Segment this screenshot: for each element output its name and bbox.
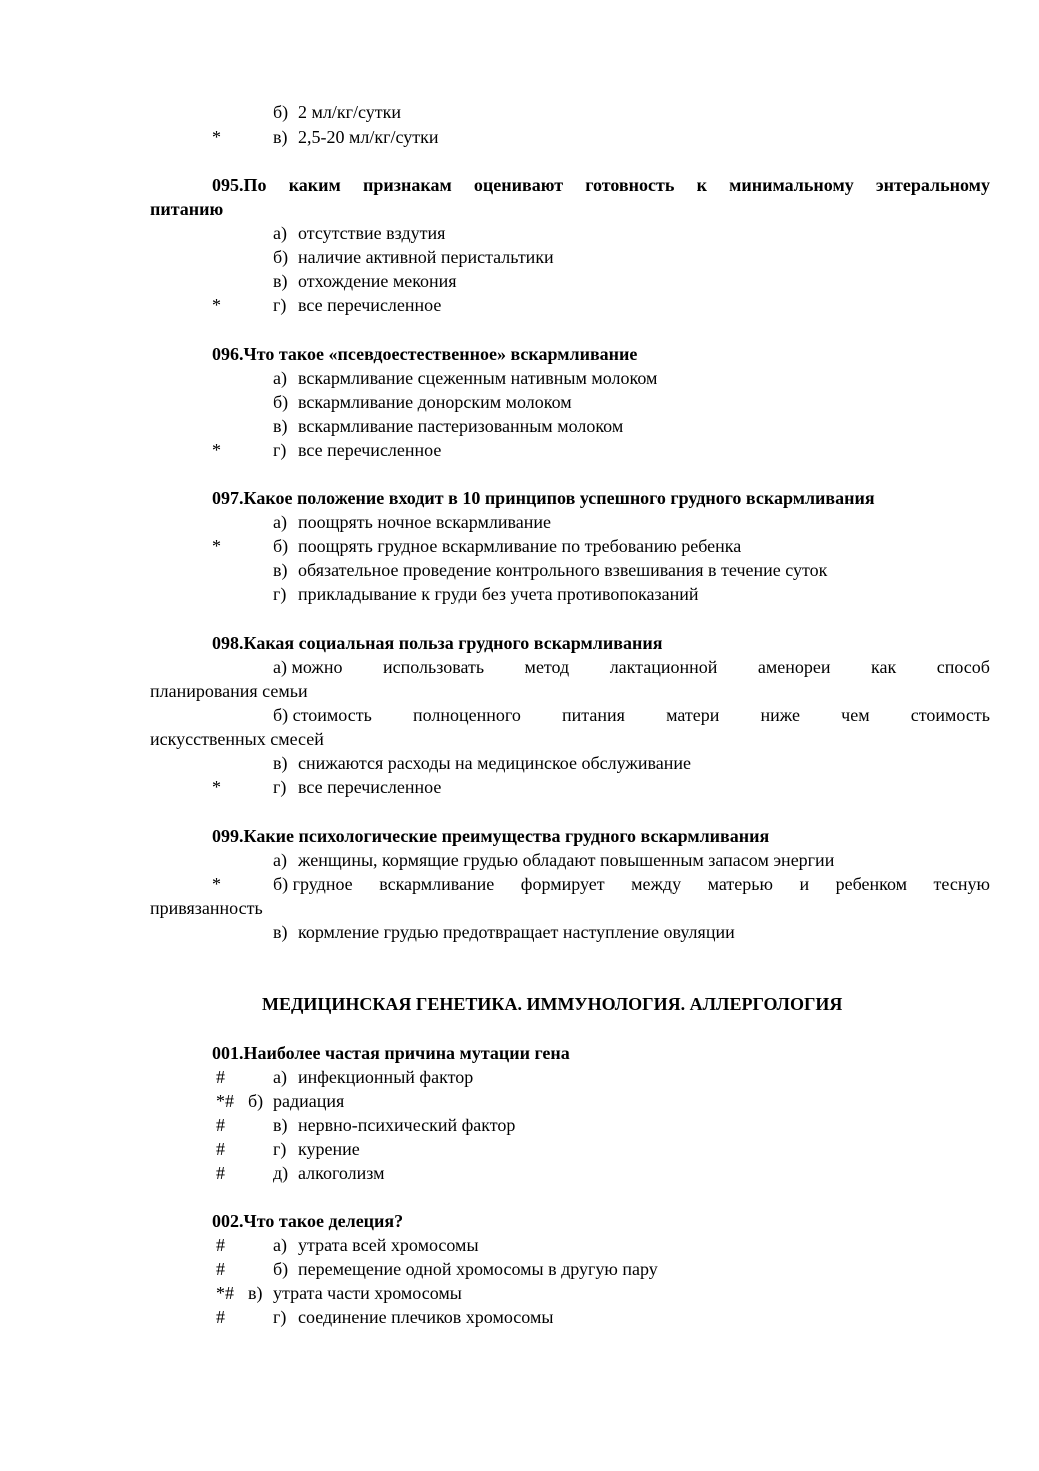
correct-hash-marker: *# (216, 1091, 234, 1111)
option-text: перемещение одной хромосомы в другую пару (298, 1259, 658, 1279)
option-text: алкоголизм (298, 1163, 385, 1183)
title-word: оценивают (473, 175, 564, 195)
option-word: метод (524, 657, 570, 677)
title-word: готовность (585, 175, 675, 195)
option-word: способ (936, 657, 990, 677)
option-word: между (631, 874, 682, 894)
option-word: вскармливание (379, 874, 495, 894)
option-letter: г) (273, 295, 287, 315)
option-word: ребенком (835, 874, 908, 894)
option-text: поощрять ночное вскармливание (298, 512, 551, 532)
correct-marker: * (212, 874, 221, 894)
option-word: и (799, 874, 810, 894)
question-text: Что такое делеция? (243, 1211, 404, 1231)
option-letter: г) (273, 1139, 287, 1159)
option-letter: г) (273, 777, 287, 797)
title-word: каким (288, 175, 341, 195)
option-word: как (871, 657, 897, 677)
hash-marker: # (216, 1235, 225, 1255)
title-word: признакам (363, 175, 452, 195)
option-text: вскармливание сцеженным нативным молоком (298, 368, 658, 388)
hash-marker: # (216, 1067, 225, 1087)
option-letter: а) (273, 850, 287, 870)
hash-marker: # (216, 1139, 225, 1159)
question-text: Наиболее частая причина мутации гена (243, 1043, 570, 1063)
option-word: формирует (520, 874, 605, 894)
option-letter: б) (273, 536, 289, 556)
option-letter: в) (273, 753, 288, 773)
option-word: ниже (760, 705, 800, 725)
option-text: кормление грудью предотвращает наступление овуляции (298, 922, 735, 942)
option-letter: а) (273, 223, 287, 243)
option-letter: в) (273, 127, 288, 147)
question-002-title (212, 1209, 403, 1233)
hash-marker: # (216, 1163, 225, 1183)
option-letter: б) (273, 392, 289, 412)
option-word: матерью (707, 874, 773, 894)
option-letter: а) (273, 1235, 287, 1255)
option-text-cont: привязанность (150, 898, 263, 918)
question-number: 002. (212, 1211, 244, 1231)
question-095-title-cont: питанию (150, 199, 224, 219)
option-text: утрата всей хромосомы (298, 1235, 479, 1255)
question-number: 001. (212, 1043, 244, 1063)
option-letter: в) (273, 560, 288, 580)
option-word: чем (841, 705, 870, 725)
option-text: вскармливание донорским молоком (298, 392, 572, 412)
option-letter: б) (273, 247, 289, 267)
option-word: полноценного (412, 705, 521, 725)
option-letter: в) (273, 1115, 288, 1135)
question-text: Что такое «псевдоестественное» вскармливание (243, 344, 638, 364)
option-text: нервно-психический фактор (298, 1115, 516, 1135)
question-number: 095. (212, 175, 244, 195)
option-text: все перечисленное (298, 777, 442, 797)
option-letter: а) (273, 368, 287, 388)
option-text: вскармливание пастеризованным молоком (298, 416, 624, 436)
question-099-title (212, 824, 769, 848)
option-word: б) грудное (273, 874, 353, 894)
option-text: снижаются расходы на медицинское обслуживание (298, 753, 691, 773)
option-word: тесную (933, 874, 990, 894)
question-text: Какая социальная польза грудного вскармливания (243, 633, 663, 653)
option-text: поощрять грудное вскармливание по требованию ребенка (298, 536, 742, 556)
option-text: утрата части хромосомы (273, 1283, 462, 1303)
question-number: 097. (212, 488, 244, 508)
section-heading: МЕДИЦИНСКАЯ ГЕНЕТИКА. ИММУНОЛОГИЯ. АЛЛЕРГОЛОГИЯ (262, 994, 843, 1014)
option-letter: а) (273, 1067, 287, 1087)
option-letter: в) (273, 922, 288, 942)
option-letter: в) (273, 271, 288, 291)
title-word: энтеральному (875, 175, 990, 195)
option-letter: б) (273, 102, 289, 122)
option-word: использовать (382, 657, 485, 677)
option-word: аменореи (757, 657, 831, 677)
option-text: отхождение мекония (298, 271, 457, 291)
option-text-cont: искусственных смесей (150, 729, 324, 749)
title-word: минимальному (729, 175, 854, 195)
question-001-title (212, 1041, 570, 1065)
option-text: прикладывание к груди без учета противопоказаний (298, 584, 699, 604)
correct-marker: * (212, 127, 221, 147)
question-text: Какие психологические преимущества грудного вскармливания (243, 826, 770, 846)
question-097-title (212, 486, 875, 510)
option-text: отсутствие вздутия (298, 223, 446, 243)
option-text: все перечисленное (298, 440, 442, 460)
option-word: стоимость (910, 705, 990, 725)
option-text: все перечисленное (298, 295, 442, 315)
option-letter: б) (273, 1259, 289, 1279)
option-text: соединение плечиков хромосомы (298, 1307, 554, 1327)
option-text-cont: планирования семьи (150, 681, 308, 701)
option-text: женщины, кормящие грудью обладают повышенным запасом энергии (298, 850, 835, 870)
option-text: наличие активной перистальтики (298, 247, 554, 267)
correct-marker: * (212, 536, 221, 556)
option-letter: г) (273, 584, 287, 604)
question-096-title (212, 342, 637, 366)
option-letter: б) (248, 1091, 264, 1111)
question-text: Какое положение входит в 10 принципов успешного грудного вскармливания (243, 488, 875, 508)
title-word: к (696, 175, 707, 195)
question-number: 096. (212, 344, 244, 364)
option-word: б) стоимость (273, 705, 372, 725)
question-number: 098. (212, 633, 244, 653)
correct-hash-marker: *# (216, 1283, 234, 1303)
option-text: 2,5-20 мл/кг/сутки (298, 127, 439, 147)
option-letter: г) (273, 440, 287, 460)
correct-marker: * (212, 777, 221, 797)
option-text: радиация (273, 1091, 345, 1111)
option-word: матери (666, 705, 720, 725)
option-letter: г) (273, 1307, 287, 1327)
option-text: курение (298, 1139, 360, 1159)
correct-marker: * (212, 295, 221, 315)
option-text: обязательное проведение контрольного взвешивания в течение суток (298, 560, 828, 580)
option-b-line (273, 703, 990, 727)
hash-marker: # (216, 1307, 225, 1327)
option-b-line (273, 872, 990, 896)
option-text: инфекционный фактор (298, 1067, 474, 1087)
option-word: а) можно (273, 657, 343, 677)
option-text: 2 мл/кг/сутки (298, 102, 401, 122)
option-letter: а) (273, 512, 287, 532)
hash-marker: # (216, 1259, 225, 1279)
question-095-title (212, 173, 990, 197)
option-letter: в) (273, 416, 288, 436)
option-letter: в) (248, 1283, 263, 1303)
question-098-title (212, 631, 662, 655)
question-number: 099. (212, 826, 244, 846)
option-word: питания (562, 705, 625, 725)
hash-marker: # (216, 1115, 225, 1135)
title-word: По (243, 175, 267, 195)
correct-marker: * (212, 440, 221, 460)
option-a-line (273, 655, 990, 679)
option-word: лактационной (609, 657, 718, 677)
option-letter: д) (273, 1163, 289, 1183)
